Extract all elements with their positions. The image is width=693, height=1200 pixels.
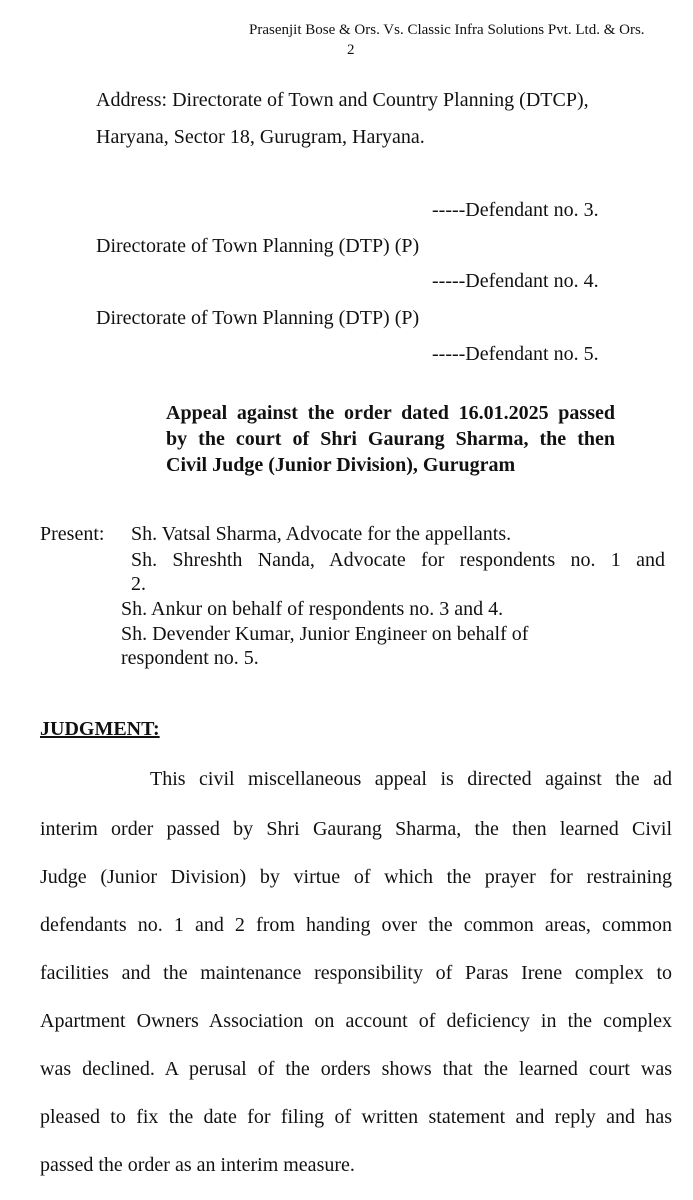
judgment-line-4: defendants no. 1 and 2 from handing over the common areas, common (40, 914, 672, 936)
present-line-4: Sh. Ankur on behalf of respondents no. 3 and 4. (121, 598, 504, 620)
page-number: 2 (347, 42, 355, 58)
present-line-3: 2. (131, 573, 146, 595)
present-line-5: Sh. Devender Kumar, Junior Engineer on behalf of (121, 623, 529, 645)
judgment-line-3: Judge (Junior Division) by virtue of which the prayer for restraining (40, 866, 672, 888)
judgment-line-2: interim order passed by Shri Gaurang Sharma, the then learned Civil (40, 818, 672, 840)
appeal-line-1: Appeal against the order dated 16.01.2025 passed (166, 402, 615, 424)
judgment-line-9: passed the order as an interim measure. (40, 1154, 355, 1176)
judgment-line-7: was declined. A perusal of the orders shows that the learned court was (40, 1058, 672, 1080)
judgment-line-5: facilities and the maintenance responsibility of Paras Irene complex to (40, 962, 672, 984)
address-line-2: Haryana, Sector 18, Gurugram, Haryana. (96, 126, 425, 148)
judgment-heading: JUDGMENT: (40, 718, 160, 740)
defendant-5-label: -----Defendant no. 5. (432, 343, 599, 365)
present-line-2: Sh. Shreshth Nanda, Advocate for respondents no. 1 and (131, 549, 665, 571)
case-title-header: Prasenjit Bose & Ors. Vs. Classic Infra Solutions Pvt. Ltd. & Ors. (249, 22, 645, 38)
dtp-line-a: Directorate of Town Planning (DTP) (P) (96, 235, 420, 257)
defendant-3-label: -----Defendant no. 3. (432, 199, 599, 221)
judgment-line-6: Apartment Owners Association on account of deficiency in the complex (40, 1010, 672, 1032)
present-line-6: respondent no. 5. (121, 647, 259, 669)
judgment-line-1: This civil miscellaneous appeal is directed against the ad (150, 768, 672, 790)
present-label: Present: (40, 523, 105, 545)
address-line-1: Address: Directorate of Town and Country Planning (DTCP), (96, 89, 589, 111)
defendant-4-label: -----Defendant no. 4. (432, 270, 599, 292)
appeal-line-3: Civil Judge (Junior Division), Gurugram (166, 454, 516, 476)
dtp-line-b: Directorate of Town Planning (DTP) (P) (96, 307, 420, 329)
present-line-1: Sh. Vatsal Sharma, Advocate for the appellants. (131, 523, 512, 545)
judgment-line-8: pleased to fix the date for filing of written statement and reply and has (40, 1106, 672, 1128)
appeal-line-2: by the court of Shri Gaurang Sharma, the then (166, 428, 615, 450)
